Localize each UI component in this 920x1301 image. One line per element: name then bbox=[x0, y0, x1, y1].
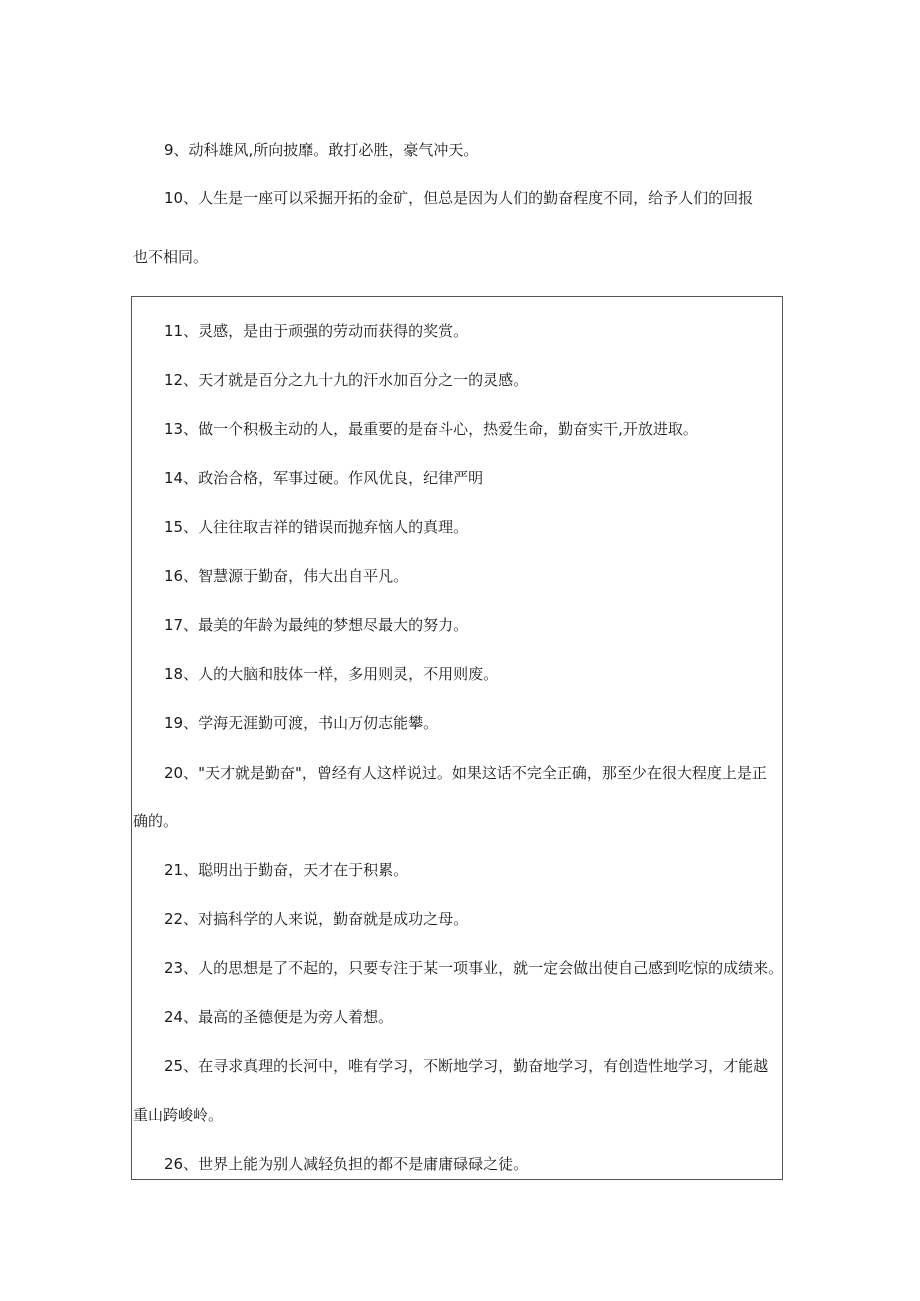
quote-item-22: 22、对搞科学的人来说，勤奋就是成功之母。 bbox=[164, 910, 469, 928]
quote-item-20-cont: 确的。 bbox=[133, 812, 179, 830]
quote-item-26: 26、世界上能为别人减轻负担的都不是庸庸碌碌之徒。 bbox=[164, 1155, 529, 1173]
quote-item-24: 24、最高的圣德便是为旁人着想。 bbox=[164, 1008, 394, 1026]
quote-item-13: 13、做一个积极主动的人，最重要的是奋斗心，热爱生命，勤奋实干,开放进取。 bbox=[164, 420, 698, 438]
quote-item-14: 14、政治合格，军事过硬。作风优良，纪律严明 bbox=[164, 469, 484, 487]
quote-item-25-cont: 重山跨峻岭。 bbox=[133, 1106, 224, 1124]
quote-item-12: 12、天才就是百分之九十九的汗水加百分之一的灵感。 bbox=[164, 371, 529, 389]
quote-item-16: 16、智慧源于勤奋，伟大出自平凡。 bbox=[164, 567, 409, 585]
quote-item-19: 19、学海无涯勤可渡，书山万仞志能攀。 bbox=[164, 714, 439, 732]
quote-item-18: 18、人的大脑和肢体一样，多用则灵，不用则废。 bbox=[164, 665, 499, 683]
quote-item-23: 23、人的思想是了不起的，只要专注于某一项事业，就一定会做出使自己感到吃惊的成绩来。 bbox=[164, 959, 784, 977]
quote-item-20: 20、"天才就是勤奋"，曾经有人这样说过。如果这话不完全正确，那至少在很大程度上是正 bbox=[164, 764, 767, 782]
quote-item-10: 10、人生是一座可以采掘开拓的金矿，但总是因为人们的勤奋程度不同，给予人们的回报 bbox=[164, 189, 754, 207]
quote-item-17: 17、最美的年龄为最纯的梦想尽最大的努力。 bbox=[164, 616, 469, 634]
quote-item-10-cont: 也不相同。 bbox=[133, 248, 209, 266]
quote-item-11: 11、灵感，是由于顽强的劳动而获得的奖赏。 bbox=[164, 322, 469, 340]
quote-item-15: 15、人往往取吉祥的错误而抛弃恼人的真理。 bbox=[164, 518, 469, 536]
quote-item-9: 9、动科雄风,所向披靡。敢打必胜，豪气冲天。 bbox=[164, 141, 479, 159]
quote-item-25: 25、在寻求真理的长河中，唯有学习，不断地学习，勤奋地学习，有创造性地学习，才能越 bbox=[164, 1057, 769, 1075]
quote-item-21: 21、聪明出于勤奋，天才在于积累。 bbox=[164, 861, 409, 879]
